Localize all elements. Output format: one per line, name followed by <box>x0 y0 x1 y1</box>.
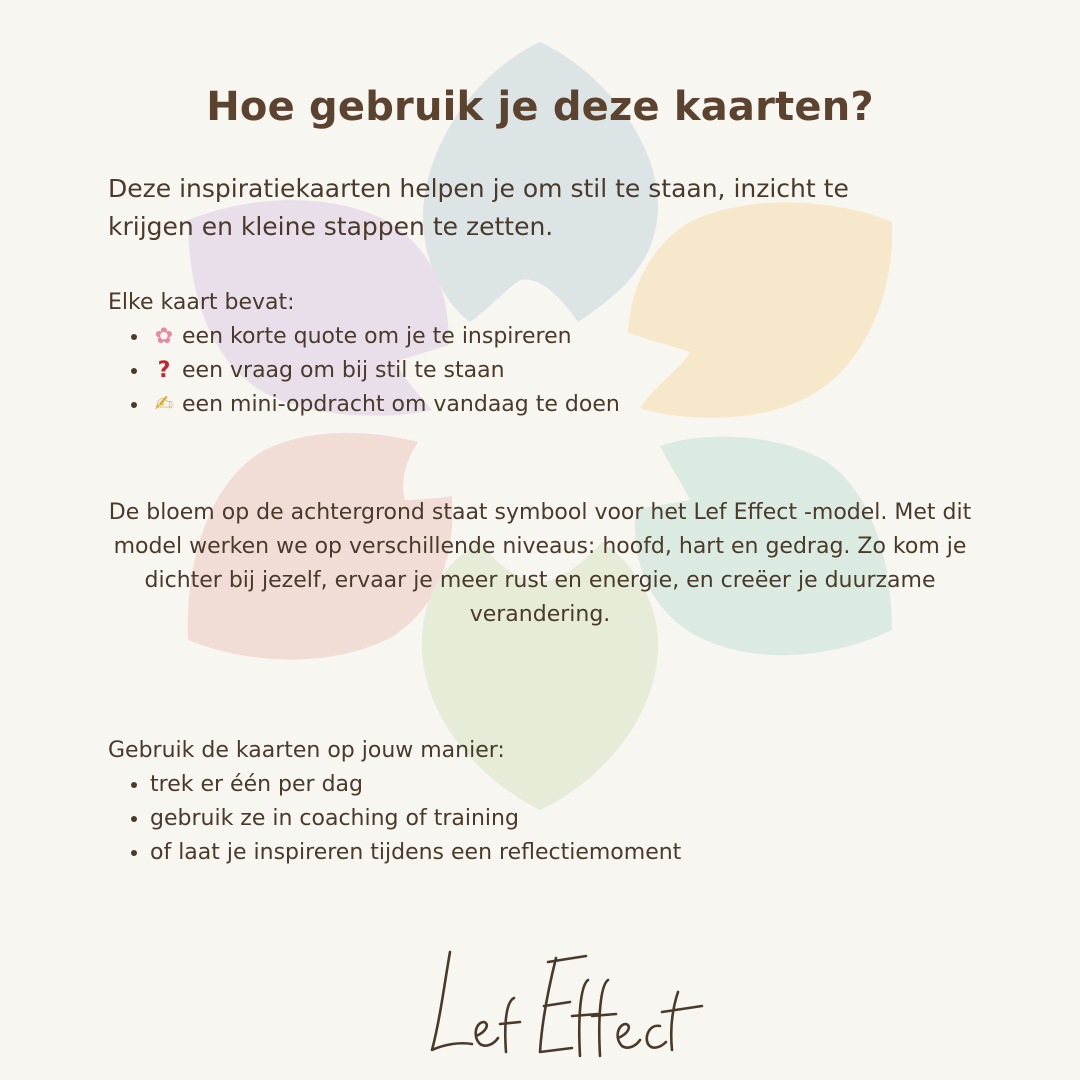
list-item-text: een vraag om bij stil te staan <box>182 358 505 383</box>
intro-text: Deze inspiratiekaarten helpen je om stil te staan, inzicht te krijgen en kleine stappen te zetten. <box>108 174 849 241</box>
list-item: • gebruik ze in coaching of training <box>150 802 968 836</box>
list-item-text: een mini-opdracht om vandaag te doen <box>182 392 620 417</box>
page-title: Hoe gebruik je deze kaarten? <box>206 84 874 130</box>
usage-list <box>108 768 968 870</box>
lef-effect-logo <box>410 940 710 1065</box>
list-item <box>150 320 968 354</box>
usage-section <box>108 734 968 870</box>
card-contents-list <box>108 320 968 422</box>
list-item-text: een korte quote om je te inspireren <box>182 324 572 349</box>
list-item <box>150 354 968 388</box>
question-mark-icon: ? <box>157 358 171 383</box>
list-item <box>150 388 968 422</box>
writing-hand-icon: ✍ <box>154 392 174 417</box>
usage-label: Gebruik de kaarten op jouw manier: <box>108 738 505 763</box>
flower-explanation: De bloem op de achtergrond staat symbool voor het Lef Effect -model. Met dit model werken we op verschillende niveaus: hoofd, hart en gedrag. Zo kom je dichter bij jezelf, ervaar je meer rust en energie, en creëer je duurzame verandering. <box>108 500 972 627</box>
list-item: • of laat je inspireren tijdens een reflectiemoment <box>150 836 968 870</box>
card-contents-section <box>108 286 968 422</box>
cherry-blossom-icon: ✿ <box>154 324 174 349</box>
list-item: • trek er één per dag <box>150 768 968 802</box>
card-contents-label: Elke kaart bevat: <box>108 290 295 315</box>
